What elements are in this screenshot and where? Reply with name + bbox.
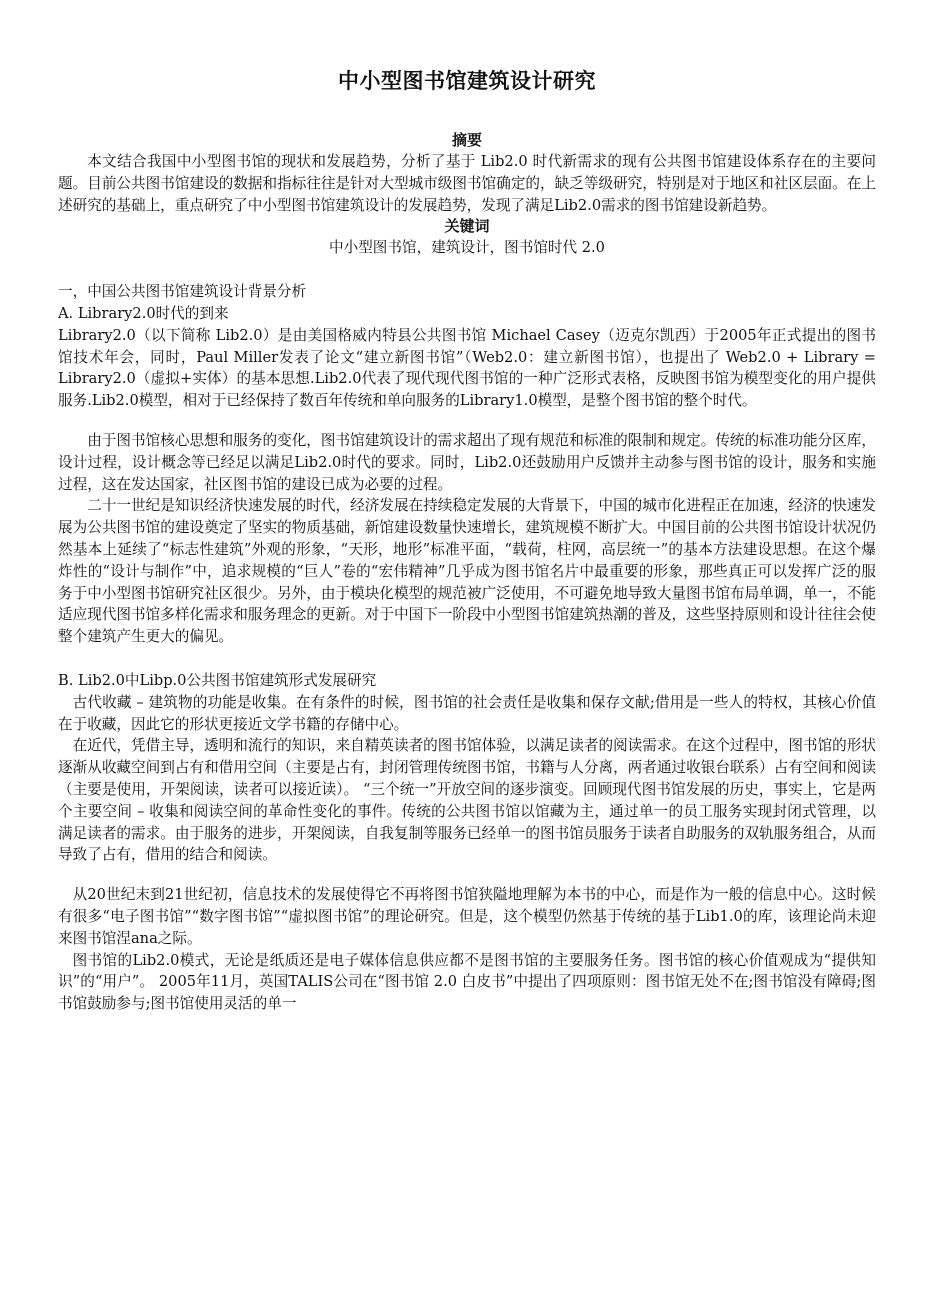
abstract-heading: 摘要 (451, 131, 482, 149)
keywords-heading: 关键词 (444, 217, 490, 236)
paragraph-a1: Library2.0（以下简称 Lib2.0）是由美国格威内特县公共图书馆 Michael Casey（迈克尔凯西）于2005年正式提出的图书馆技术年会，同时，Paul Miller发表了论文“建立新图书馆”（Web2.0：建立新图书馆），也提出了 Web2.0 + Library = Library2.0（虚拟+实体）的基本思想.Lib2.0代表了现代现代图书馆的一种广泛形式表格，反映图书馆为模型变化的用户提供服务.Lib2.0模型，相对于已经保持了数百年传统和单向服务的Library1.0模型，是整个图书馆的整个时代。 (58, 326, 876, 410)
abstract-text: 本文结合我国中小型图书馆的现状和发展趋势，分析了基于 Lib2.0 时代新需求的现有公共图书馆建设体系存在的主要问题。目前公共图书馆建设的数据和指标往往是针对大型城市级图书馆确定的，缺乏等级研究，特别是对于地区和社区层面。在上述研究的基础上，重点研究了中小型图书馆建筑设计的发展趋势，发现了满足Lib2.0需求的图书馆建设新趋势。 (58, 153, 876, 214)
paragraph-a3: 二十一世纪是知识经济快速发展的时代，经济发展在持续稳定发展的大背景下，中国的城市化进程正在加速，经济的快速发展为公共图书馆的建设奠定了坚实的物质基础，新馆建设数量快速增长，建筑规模不断扩大。中国目前的公共图书馆设计状况仍然基本上延续了“标志性建筑”外观的形象，“天形，地形”标准平面，“载荷，柱网，高层统一”的基本方法建设思想。在这个爆炸性的“设计与制作”中，追求规模的“巨人”卷的“宏伟精神”几乎成为图书馆名片中最重要的形象，那些真正可以发挥广泛的服务于中小型图书馆研究社区很少。另外，由于模块化模型的规范被广泛使用，不可避免地导致大量图书馆布局单调，单一，不能适应现代图书馆多样化需求和服务理念的更新。对于中国下一阶段中小型图书馆建筑热潮的普及，这些坚持原则和设计往往会使整个建筑产生更大的偏见。 (58, 497, 876, 646)
paragraph-b4: 图书馆的Lib2.0模式，无论是纸质还是电子媒体信息供应都不是图书馆的主要服务任务。图书馆的核心价值观成为“提供知识”的“用户”。 2005年11月，英国TALIS公司在“图书馆 2.0 白皮书”中提出了四项原则：图书馆无处不在;图书馆没有障碍;图书馆鼓励参与;图书馆使用灵活的单一 (58, 951, 876, 1013)
paragraph-b2: 在近代，凭借主导，透明和流行的知识，来自精英读者的图书馆体验，以满足读者的阅读需求。在这个过程中，图书馆的形状逐渐从收藏空间到占有和借用空间（主要是占有，封闭管理传统图书馆，书籍与人分离，两者通过收银台联系）占有空间和阅读（主要是使用，开架阅读，读者可以接近读）。 “三个统一”开放空间的逐步演变。回顾现代图书馆发展的历史，事实上，它是两个主要空间 – 收集和阅读空间的革命性变化的事件。传统的公共图书馆以馆藏为主，通过单一的员工服务实现封闭式管理，以满足读者的需求。由于服务的进步，开架阅读，自我复制等服务已经单一的图书馆员服务于读者自助服务的双轨服务组合，从而导致了占有，借用的结合和阅读。 (58, 737, 876, 864)
section-1-heading: 一，中国公共图书馆建筑设计背景分析 (58, 283, 307, 301)
paragraph-a2: 由于图书馆核心思想和服务的变化，图书馆建筑设计的需求超出了现有规范和标准的限制和规定。传统的标准功能分区库，设计过程，设计概念等已经足以满足Lib2.0时代的要求。同时，Lib2.0还鼓励用户反馈并主动参与图书馆的设计，服务和实施过程，这在发达国家，社区图书馆的建设已成为必要的过程。 (58, 431, 876, 493)
subsection-b-heading: B. Lib2.0中Libp.0公共图书馆建筑形式发展研究 (58, 671, 377, 689)
subsection-a-heading: A. Library2.0时代的到来 (58, 304, 229, 322)
paragraph-b3: 从20世纪末到21世纪初，信息技术的发展使得它不再将图书馆狭隘地理解为本书的中心，而是作为一般的信息中心。这时候有很多“电子图书馆”“数字图书馆”“虚拟图书馆”的理论研究。但是，这个模型仍然基于传统的基于Lib1.0的库，该理论尚未迎来图书馆涅ana之际。 (58, 886, 876, 947)
spacer (58, 866, 876, 884)
spacer (58, 648, 876, 670)
keywords-text: 中小型图书馆，建筑设计，图书馆时代 2.0 (329, 239, 605, 257)
spacer (58, 259, 876, 281)
paragraph-b1: 古代收藏 – 建筑物的功能是收集。在有条件的时候，图书馆的社会责任是收集和保存文献;借用是一些人的特权，其核心价值在于收藏，因此它的形状更接近文学书籍的存储中心。 (58, 693, 876, 733)
spacer (58, 412, 876, 430)
document-title: 中小型图书馆建筑设计研究 (338, 69, 596, 93)
document-page (58, 66, 876, 1015)
